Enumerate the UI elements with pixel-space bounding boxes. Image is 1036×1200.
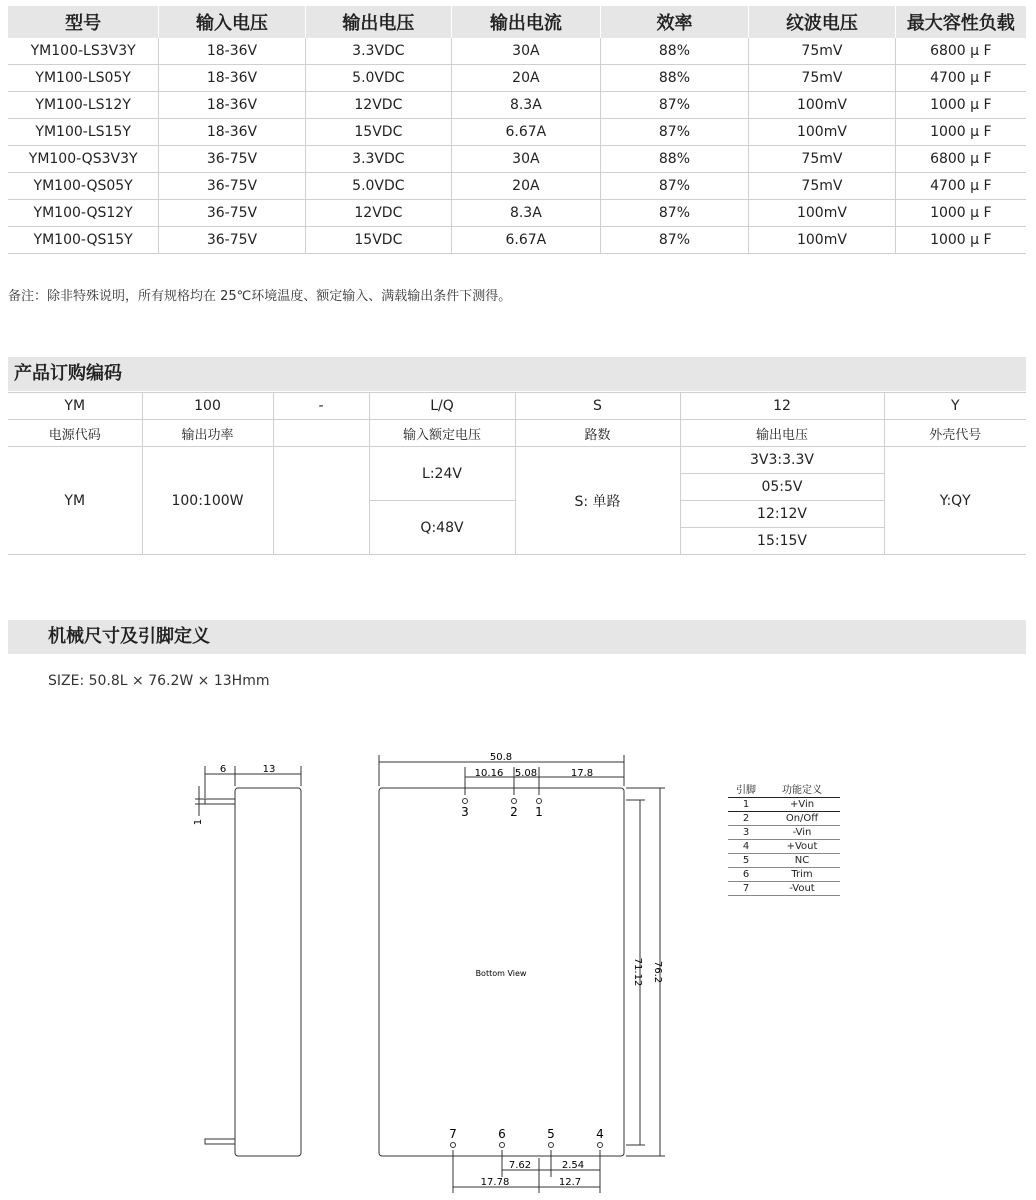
- spec-cell: 8.3A: [452, 92, 601, 119]
- order-output-4: 15:15V: [680, 528, 884, 555]
- spec-header-model: 型号: [8, 6, 159, 38]
- dim-76-2: 76.2: [652, 960, 663, 984]
- spec-cell: 100mV: [749, 200, 895, 227]
- spec-cell: YM100-LS3V3Y: [8, 38, 159, 65]
- pin-4-marker: [598, 1143, 603, 1148]
- bottom-view-label: Bottom View: [475, 969, 527, 978]
- pin-number: 3: [728, 826, 764, 840]
- spec-header-output-v: 输出电压: [305, 6, 451, 38]
- order-label: 外壳代号: [884, 420, 1026, 447]
- spec-row: [8, 227, 1026, 254]
- spec-cell: YM100-QS05Y: [8, 173, 159, 200]
- side-dim-pin-dia: 1: [193, 818, 204, 826]
- pin-header-func: 功能定义: [764, 784, 840, 798]
- dim-5-08: 5.08: [514, 768, 538, 779]
- spec-cell: 15VDC: [305, 119, 451, 146]
- spec-cell: 30A: [452, 38, 601, 65]
- spec-cell: 75mV: [749, 173, 895, 200]
- spec-cell: 5.0VDC: [305, 65, 451, 92]
- pin-number: 7: [728, 882, 764, 896]
- spec-row: [8, 173, 1026, 200]
- spec-header-ripple: 纹波电压: [749, 6, 895, 38]
- spec-cell: 88%: [600, 146, 749, 173]
- spec-cell: 18-36V: [159, 65, 305, 92]
- pin-function: NC: [764, 854, 840, 868]
- order-power-value: 100:100W: [142, 447, 273, 555]
- pin-number: 1: [728, 798, 764, 812]
- order-code-table: [8, 392, 1026, 555]
- spec-cell: 75mV: [749, 65, 895, 92]
- dim-10-16: 10.16: [474, 768, 504, 779]
- pin-row: [728, 812, 840, 826]
- order-value-row: [8, 447, 1026, 474]
- order-label: 输出功率: [142, 420, 273, 447]
- pin-function: Trim: [764, 868, 840, 882]
- spec-cell: 36-75V: [159, 227, 305, 254]
- order-section-bar: [8, 357, 1026, 391]
- spec-cell: 18-36V: [159, 119, 305, 146]
- spec-cell: 36-75V: [159, 173, 305, 200]
- spec-header-efficiency: 效率: [600, 6, 749, 38]
- pin-number: 6: [728, 868, 764, 882]
- pin-3-marker: [463, 799, 468, 804]
- order-input-q: Q:48V: [369, 501, 515, 555]
- spec-cell: 75mV: [749, 38, 895, 65]
- bottom-view-drawing: [365, 745, 680, 1195]
- spec-cell: YM100-LS05Y: [8, 65, 159, 92]
- pin-row: [728, 868, 840, 882]
- spec-cell: 3.3VDC: [305, 146, 451, 173]
- spec-cell: 3.3VDC: [305, 38, 451, 65]
- side-pin-top: [205, 799, 235, 804]
- pin-definition-table: [728, 784, 840, 896]
- spec-cell: 4700 μ F: [895, 65, 1026, 92]
- spec-cell: YM100-QS12Y: [8, 200, 159, 227]
- spec-table: [8, 6, 1026, 254]
- spec-cell: 6800 μ F: [895, 146, 1026, 173]
- order-label: 路数: [515, 420, 680, 447]
- mech-title: 机械尺寸及引脚定义: [48, 626, 210, 647]
- pin-number: 2: [728, 812, 764, 826]
- spec-cell: 18-36V: [159, 92, 305, 119]
- spec-header-capacitive: 最大容性负载: [895, 6, 1026, 38]
- order-channels: S: 单路: [515, 447, 680, 555]
- order-input-l: L:24V: [369, 447, 515, 501]
- spec-cell: 88%: [600, 65, 749, 92]
- pin-table-header: [728, 784, 840, 798]
- pin-label-7: 7: [449, 1127, 457, 1141]
- order-label: 输入额定电压: [369, 420, 515, 447]
- dim-2-54: 2.54: [561, 1160, 585, 1171]
- order-output-3: 12:12V: [680, 501, 884, 528]
- spec-cell: 100mV: [749, 119, 895, 146]
- order-dash-cell: [273, 447, 369, 555]
- dim-17-78: 17.78: [480, 1177, 510, 1188]
- mech-section-bar: [8, 620, 1026, 654]
- pin-number: 5: [728, 854, 764, 868]
- pin-6-marker: [500, 1143, 505, 1148]
- order-label: 电源代码: [8, 420, 142, 447]
- spec-cell: 87%: [600, 227, 749, 254]
- spec-cell: 36-75V: [159, 200, 305, 227]
- spec-cell: 12VDC: [305, 92, 451, 119]
- spec-cell: 8.3A: [452, 200, 601, 227]
- pin-header-pin: 引脚: [728, 784, 764, 798]
- spec-cell: 36-75V: [159, 146, 305, 173]
- pin-row: [728, 840, 840, 854]
- spec-row: [8, 65, 1026, 92]
- order-code: L/Q: [369, 393, 515, 420]
- side-body-outline: [235, 788, 301, 1156]
- dim-71-12: 71.12: [632, 957, 643, 987]
- spec-cell: 87%: [600, 200, 749, 227]
- spec-cell: 18-36V: [159, 38, 305, 65]
- dim-width: 50.8: [489, 752, 513, 763]
- size-text: SIZE: 50.8L × 76.2W × 13Hmm: [48, 673, 270, 689]
- pin-number: 4: [728, 840, 764, 854]
- spec-cell: 75mV: [749, 146, 895, 173]
- spec-cell: 87%: [600, 92, 749, 119]
- pin-label-3: 3: [461, 805, 469, 819]
- pin-2-marker: [512, 799, 517, 804]
- order-code: S: [515, 393, 680, 420]
- pin-label-2: 2: [510, 805, 518, 819]
- pin-label-5: 5: [547, 1127, 555, 1141]
- spec-header-input: 输入电压: [159, 6, 305, 38]
- spec-row: [8, 38, 1026, 65]
- spec-cell: 88%: [600, 38, 749, 65]
- order-code: YM: [8, 393, 142, 420]
- spec-header-row: [8, 6, 1026, 38]
- spec-cell: YM100-LS12Y: [8, 92, 159, 119]
- spec-cell: 6.67A: [452, 227, 601, 254]
- order-code: 100: [142, 393, 273, 420]
- spec-cell: 6800 μ F: [895, 38, 1026, 65]
- spec-cell: 12VDC: [305, 200, 451, 227]
- order-code-row: [8, 393, 1026, 420]
- order-code: 12: [680, 393, 884, 420]
- spec-cell: YM100-LS15Y: [8, 119, 159, 146]
- spec-cell: 87%: [600, 119, 749, 146]
- order-label: [273, 420, 369, 447]
- pin-function: -Vout: [764, 882, 840, 896]
- order-code: -: [273, 393, 369, 420]
- pin-function: On/Off: [764, 812, 840, 826]
- pin-row: [728, 854, 840, 868]
- spec-cell: 1000 μ F: [895, 200, 1026, 227]
- pin-function: +Vin: [764, 798, 840, 812]
- side-dim-pin-len: 6: [219, 764, 227, 775]
- order-label-row: [8, 420, 1026, 447]
- spec-cell: 20A: [452, 65, 601, 92]
- dim-7-62: 7.62: [508, 1160, 532, 1171]
- side-view-drawing: [185, 760, 315, 1170]
- spec-row: [8, 92, 1026, 119]
- pin-label-4: 4: [596, 1127, 604, 1141]
- order-output-1: 3V3:3.3V: [680, 447, 884, 474]
- pin-label-6: 6: [498, 1127, 506, 1141]
- spec-cell: 1000 μ F: [895, 119, 1026, 146]
- dim-17-8: 17.8: [570, 768, 594, 779]
- side-dim-body: 13: [262, 764, 276, 775]
- spec-row: [8, 119, 1026, 146]
- pin-1-marker: [537, 799, 542, 804]
- dim-12-7: 12.7: [558, 1177, 582, 1188]
- pin-label-1: 1: [535, 805, 543, 819]
- spec-cell: 1000 μ F: [895, 92, 1026, 119]
- spec-cell: 4700 μ F: [895, 173, 1026, 200]
- spec-cell: 20A: [452, 173, 601, 200]
- spec-cell: 100mV: [749, 92, 895, 119]
- pin-7-marker: [451, 1143, 456, 1148]
- pin-row: [728, 826, 840, 840]
- order-title: 产品订购编码: [14, 363, 122, 384]
- pin-row: [728, 798, 840, 812]
- spec-cell: 30A: [452, 146, 601, 173]
- spec-row: [8, 146, 1026, 173]
- spec-cell: 100mV: [749, 227, 895, 254]
- spec-row: [8, 200, 1026, 227]
- order-output-2: 05:5V: [680, 474, 884, 501]
- spec-cell: 5.0VDC: [305, 173, 451, 200]
- spec-cell: 15VDC: [305, 227, 451, 254]
- pin-5-marker: [549, 1143, 554, 1148]
- spec-header-output-i: 输出电流: [452, 6, 601, 38]
- pin-row: [728, 882, 840, 896]
- spec-cell: 6.67A: [452, 119, 601, 146]
- side-pin-bottom: [205, 1139, 235, 1144]
- order-case: Y:QY: [884, 447, 1026, 555]
- spec-cell: 1000 μ F: [895, 227, 1026, 254]
- spec-note: 备注：除非特殊说明，所有规格均在 25℃环境温度、额定输入、满载输出条件下测得。: [8, 289, 512, 304]
- spec-cell: YM100-QS3V3Y: [8, 146, 159, 173]
- order-power-code: YM: [8, 447, 142, 555]
- spec-cell: YM100-QS15Y: [8, 227, 159, 254]
- pin-function: +Vout: [764, 840, 840, 854]
- order-label: 输出电压: [680, 420, 884, 447]
- pin-function: -Vin: [764, 826, 840, 840]
- spec-cell: 87%: [600, 173, 749, 200]
- order-code: Y: [884, 393, 1026, 420]
